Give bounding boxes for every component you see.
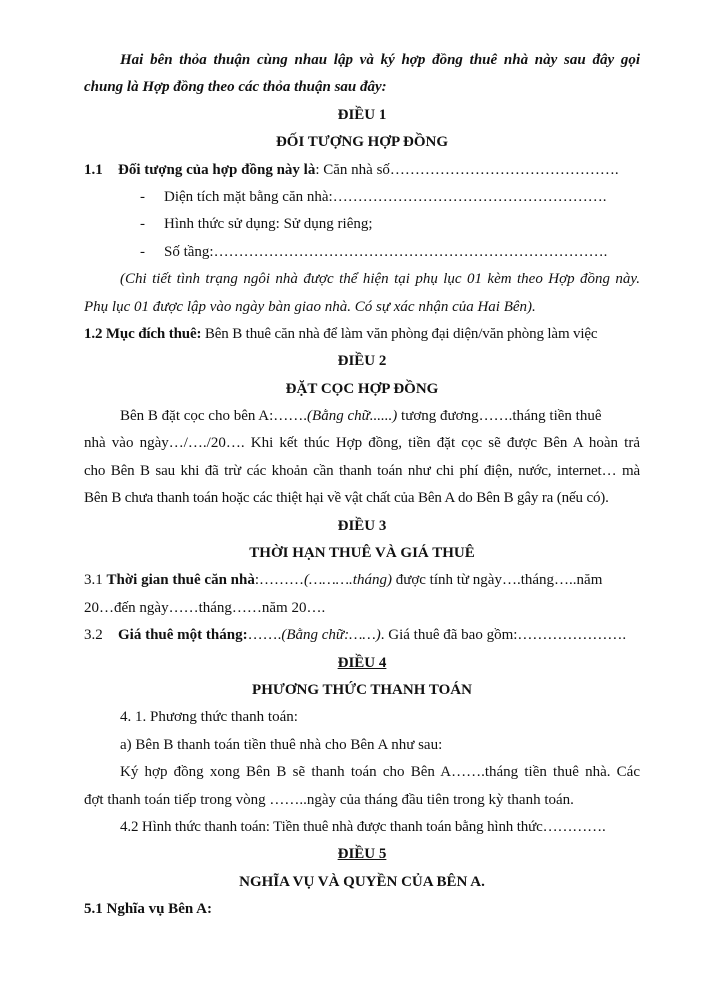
- clause-3-2-label: Giá thuê một tháng:: [118, 627, 248, 644]
- deposit-line-3: cho Bên B sau khi đã trừ các khoản cần thanh toán như chi phí điện, nước, internet… mà: [84, 462, 640, 479]
- article-2-title: ĐẶT CỌC HỢP ĐỒNG: [285, 380, 439, 397]
- clause-1-2-label: 1.2 Mục đích thuê:: [84, 325, 202, 342]
- payment-method-a: a) Bên B thanh toán tiền thuê nhà cho Bên A như sau:: [120, 736, 443, 753]
- deposit-line-1: [84, 403, 640, 430]
- clause-1-2-text: Bên B thuê căn nhà để làm văn phòng đại diện/văn phòng làm việc: [201, 325, 598, 342]
- clause-3-1-label: Thời gian thuê căn nhà: [106, 572, 255, 589]
- clause-3-1-text: được tính từ ngày….tháng…..năm: [391, 572, 603, 589]
- clause-3-2-number: 3.2: [84, 627, 103, 644]
- clause-3-2-in-words: (Bằng chữ:……): [281, 627, 381, 644]
- article-5-title: NGHĨA VỤ VÀ QUYỀN CỦA BÊN A.: [239, 873, 485, 890]
- deposit-in-words: (Bằng chữ......): [307, 408, 398, 425]
- clause-3-2-text: . Giá thuê đã bao gồm:………………….: [380, 627, 627, 644]
- clause-5-1: 5.1 Nghĩa vụ Bên A:: [84, 901, 212, 918]
- article-5-heading: ĐIỀU 5: [337, 846, 387, 863]
- clause-1-2: [84, 321, 640, 348]
- payment-form: 4.2 Hình thức thanh toán: Tiền thuê nhà được thanh toán bằng hình thức………….: [120, 818, 606, 835]
- deposit-line-2: nhà vào ngày…/…./20…. Khi kết thúc Hợp đồng, tiền đặt cọc sẽ được Bên A hoàn trả: [84, 435, 640, 452]
- article-1-title: ĐỐI TƯỢNG HỢP ĐỒNG: [275, 134, 449, 151]
- clause-3-1-dots: :………: [254, 572, 305, 589]
- bullet-text: Số tầng:…………………………………………………………………….: [164, 243, 608, 260]
- article-3-heading: ĐIỀU 3: [337, 517, 387, 534]
- intro-line-2: chung là Hợp đồng theo các thỏa thuận sau đây:: [84, 79, 387, 96]
- payment-schedule-line-2: đợt thanh toán tiếp trong vòng ……..ngày của tháng đầu tiên trong kỳ thanh toán.: [84, 791, 574, 808]
- payment-method-heading: 4. 1. Phương thức thanh toán:: [120, 709, 298, 726]
- clause-1-1-text: : Căn nhà số……………………………………….: [315, 161, 619, 178]
- article-4-title: PHƯƠNG THỨC THANH TOÁN: [252, 681, 472, 698]
- article-2-heading: ĐIỀU 2: [337, 353, 387, 370]
- bullet-item: [84, 184, 640, 211]
- article-4-heading: ĐIỀU 4: [337, 654, 387, 671]
- bullet-text: Hình thức sử dụng: Sử dụng riêng;: [164, 216, 373, 233]
- clause-1-1-label: Đối tượng của hợp đồng này là: [118, 161, 316, 178]
- deposit-equivalent: tương đương…….tháng tiền thuê: [397, 408, 602, 425]
- clause-3-1-months: (……….tháng): [304, 572, 392, 589]
- appendix-note-line-1: (Chi tiết tình trạng ngôi nhà được thể hiện tại phụ lục 01 kèm theo Hợp đồng này.: [120, 271, 640, 288]
- bullet-dash: -: [140, 243, 145, 260]
- clause-1-1: [84, 157, 640, 184]
- bullet-dash: -: [140, 188, 145, 205]
- contract-page: [84, 47, 640, 924]
- intro-line-1: Hai bên thỏa thuận cùng nhau lập và ký hợp đồng thuê nhà này sau đây gọi: [120, 52, 640, 68]
- article-3-title: THỜI HẠN THUÊ VÀ GIÁ THUÊ: [249, 545, 475, 562]
- deposit-amount: Bên B đặt cọc cho bên A:…….: [120, 408, 308, 425]
- clause-3-1-line-2: 20…đến ngày……tháng……năm 20….: [84, 599, 326, 616]
- clause-3-2: [84, 622, 640, 649]
- clause-1-1-number: 1.1: [84, 161, 103, 178]
- appendix-note-line-2: Phụ lục 01 được lập vào ngày bàn giao nhà. Có sự xác nhận của Hai Bên).: [84, 298, 536, 315]
- bullet-text: Diện tích mặt bằng căn nhà:……………………………………………….: [164, 188, 607, 205]
- clause-3-1-number: 3.1: [84, 572, 103, 589]
- bullet-item: [84, 239, 640, 266]
- bullet-dash: -: [140, 216, 145, 233]
- article-5-heading-wrap: [84, 841, 640, 868]
- article-1-heading: ĐIỀU 1: [337, 106, 387, 123]
- clause-3-2-dots: …….: [247, 627, 282, 644]
- article-4-heading-wrap: [84, 650, 640, 677]
- deposit-line-4: Bên B chưa thanh toán hoặc các thiệt hại về vật chất của Bên A do Bên B gây ra (nếu có).: [84, 490, 609, 507]
- bullet-item: [84, 211, 640, 238]
- clause-3-1: [84, 567, 640, 594]
- payment-schedule-line-1: Ký hợp đồng xong Bên B sẽ thanh toán cho Bên A…….tháng tiền thuê nhà. Các: [120, 764, 640, 781]
